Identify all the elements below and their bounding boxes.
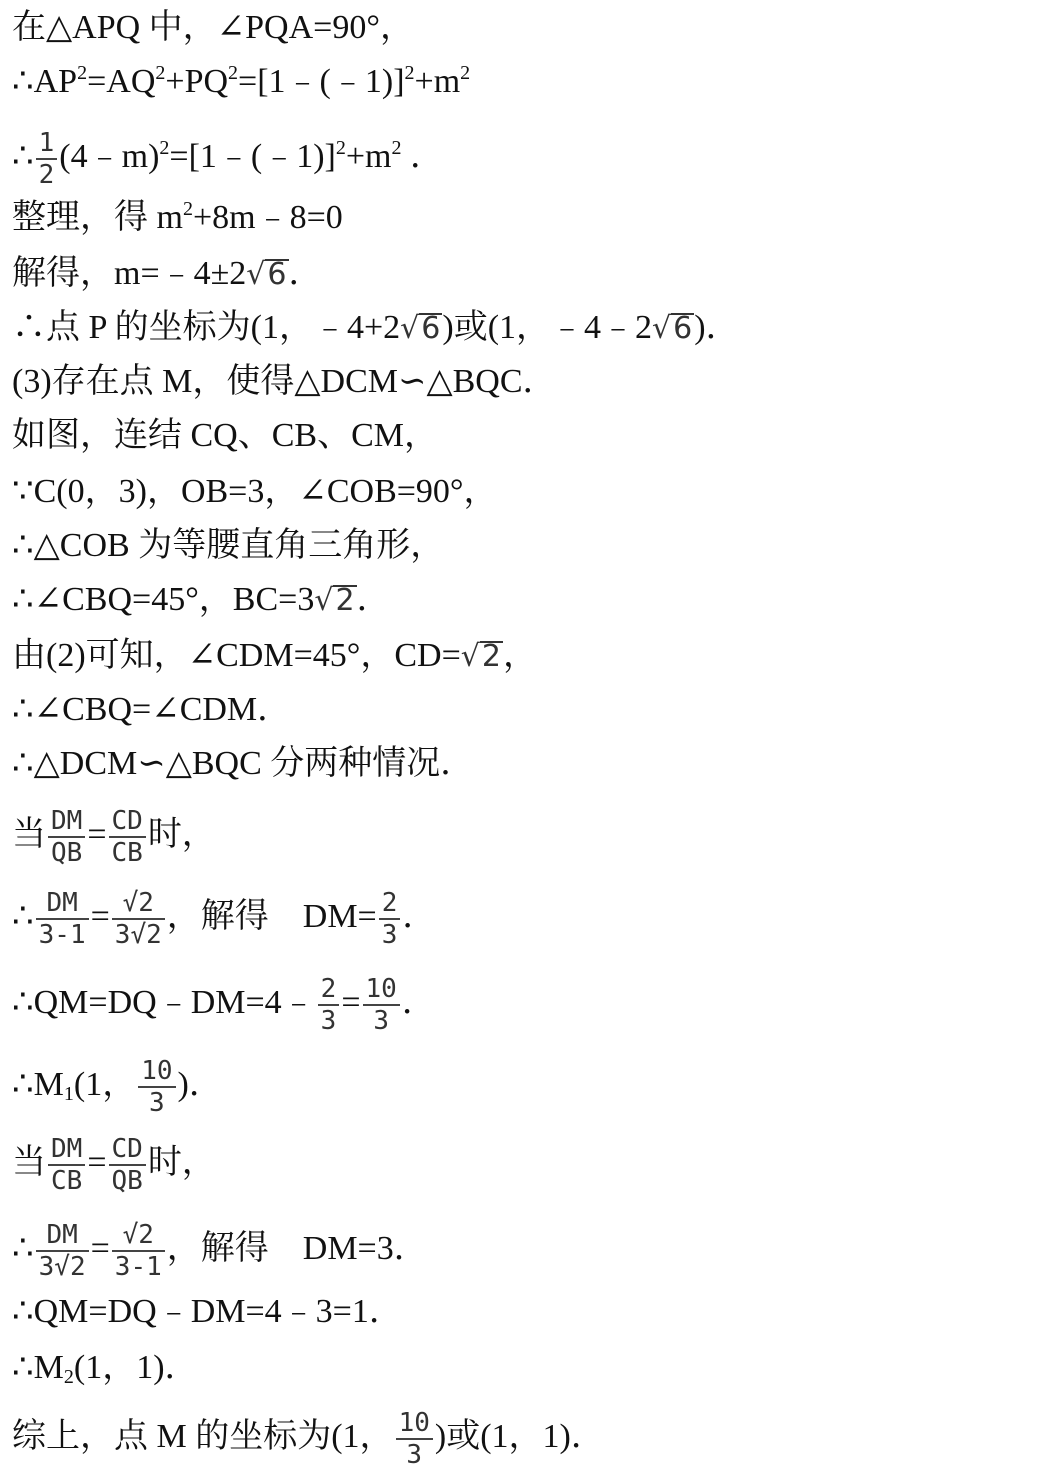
line-13: ∴∠CBQ=∠CDM． (12, 691, 292, 728)
fraction: $\frac{10}{3}$ (396, 1408, 433, 1470)
fraction: $\frac{CD}{CB}$ (109, 806, 146, 868)
line-9: ∵C(0，3)，OB=3，∠COB=90°， (12, 473, 498, 510)
fraction: $\frac{10}{3}$ (138, 1056, 175, 1118)
fraction: $\frac{1}{2}$ (36, 128, 58, 190)
fraction: $\frac{DM}{3-1}$ (36, 888, 89, 950)
fraction: $\frac{DM}{CB}$ (48, 1134, 85, 1196)
fraction: $\frac{2}{3}$ (318, 974, 340, 1036)
fraction: $\frac{10}{3}$ (363, 974, 400, 1036)
line-21: ∴QM=DQ﹣DM=4﹣3=1． (12, 1293, 403, 1330)
line-15: 当 $\frac{DM}{QB}$ = $\frac{CD}{CB}$ 时， (12, 806, 216, 868)
sqrt: √6 (246, 257, 287, 292)
line-12: 由(2)可知，∠CDM=45°，CD=√2， (12, 637, 537, 674)
fraction: $\frac{CD}{QB}$ (109, 1134, 146, 1196)
line-17: ∴QM=DQ﹣DM=4﹣ $\frac{2}{3}$ = $\frac{10}{3}$ ． (12, 974, 436, 1036)
sqrt: √6 (652, 311, 693, 346)
line-4: 整理，得 $m^2+8m﹣8=0$ (12, 198, 343, 236)
line-1: 在△APQ 中，∠PQA=90°， (12, 9, 414, 46)
line-20: ∴ $\frac{DM}{3√2}$ = $\frac{√2}{3-1}$ ，解得 DM=3． (12, 1220, 428, 1282)
line-3: ∴ $\frac{1}{2}$ $(4﹣m)^2=[1﹣(﹣1)]^2+m^2$ ． (12, 128, 444, 190)
line-14: ∴△DCM∽△BQC 分两种情况． (12, 745, 475, 782)
line-5: 解得，m=﹣4±2√6． (12, 255, 323, 292)
line-23: 综上，点 M 的坐标为(1， $\frac{10}{3}$ )或(1，1)． (12, 1408, 605, 1470)
fraction: $\frac{DM}{3√2}$ (36, 1220, 89, 1282)
sqrt: √2 (460, 639, 501, 674)
line-19: 当 $\frac{DM}{CB}$ = $\frac{CD}{QB}$ 时， (12, 1134, 216, 1196)
line-16: ∴ $\frac{DM}{3-1}$ = $\frac{√2}{3√2}$ ，解得 DM= $\frac{2}{3}$ ． (12, 888, 437, 950)
sqrt: √2 (314, 583, 355, 618)
line-22: $\therefore M_2(1$，1)． (12, 1349, 199, 1388)
line-8: 如图，连结 CQ、CB、CM， (12, 417, 438, 454)
sqrt: √6 (400, 311, 441, 346)
line-10: ∴△COB 为等腰直角三角形， (12, 527, 445, 564)
fraction: $\frac{√2}{3-1}$ (112, 1220, 165, 1282)
line-2: $\therefore AP^2=AQ^2+PQ^2=[1﹣(﹣1)]^2+m^2$ (12, 62, 471, 100)
line-18: $\therefore M_1(1$， $\frac{10}{3}$ )． (12, 1056, 223, 1118)
fraction: $\frac{√2}{3√2}$ (112, 888, 165, 950)
fraction: $\frac{2}{3}$ (379, 888, 401, 950)
line-6: ∴点 P 的坐标为(1，﹣4+2√6)或(1，﹣4﹣2√6)． (12, 309, 740, 346)
line-11: ∴∠CBQ=45°，BC=3√2． (12, 581, 391, 618)
fraction: $\frac{DM}{QB}$ (48, 806, 85, 868)
line-7: (3)存在点 M，使得△DCM∽△BQC． (12, 363, 557, 400)
